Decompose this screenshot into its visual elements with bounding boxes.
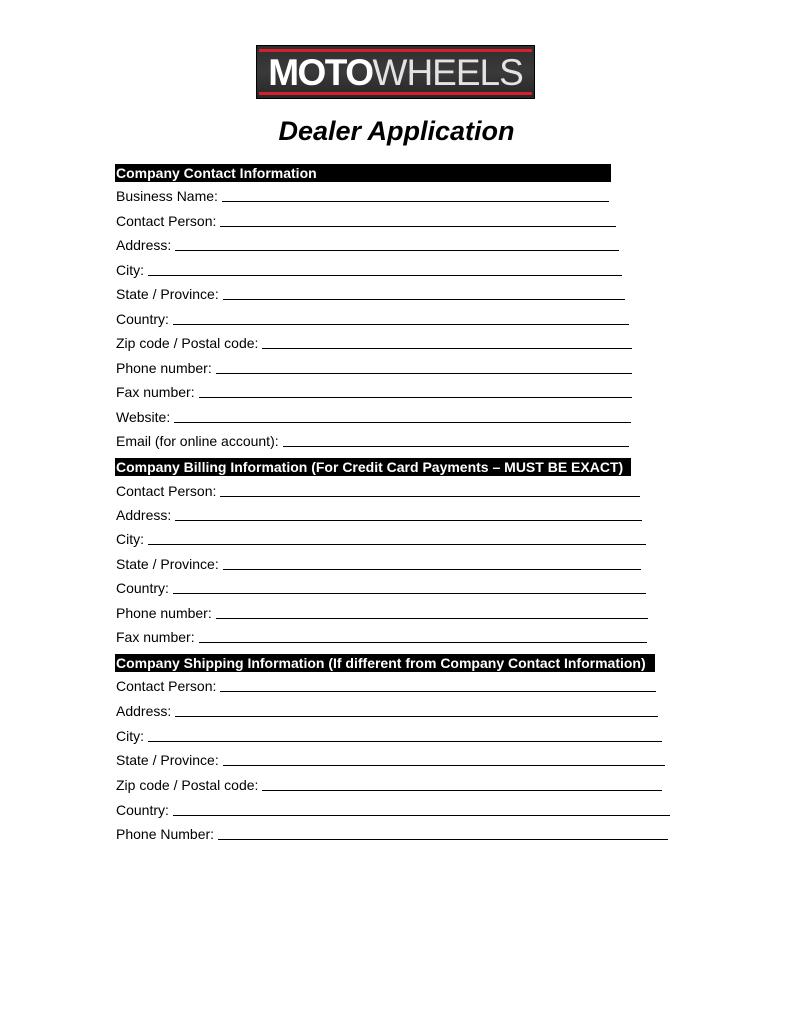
blank-line[interactable]	[218, 825, 668, 840]
field-label: Zip code / Postal code:	[116, 777, 259, 793]
field-state-province	[116, 285, 625, 303]
field-label: Fax number:	[116, 629, 195, 645]
section-header-contact: Company Contact Information	[115, 164, 611, 182]
field-label: State / Province:	[116, 556, 219, 572]
field-billing-contact-person	[116, 482, 640, 500]
section-header-shipping: Company Shipping Information (If different from Company Contact Information)	[115, 654, 655, 672]
blank-line[interactable]	[223, 285, 625, 300]
blank-line[interactable]	[148, 727, 662, 742]
field-label: City:	[116, 262, 144, 278]
field-billing-fax	[116, 628, 647, 646]
field-label: City:	[116, 728, 144, 744]
page-title: Dealer Application	[278, 116, 515, 146]
blank-line[interactable]	[148, 261, 622, 276]
blank-line[interactable]	[222, 187, 609, 202]
field-label: State / Province:	[116, 286, 219, 302]
motowheels-logo	[256, 45, 535, 99]
field-fax	[116, 383, 632, 401]
field-label: Address:	[116, 507, 172, 523]
field-label: City:	[116, 531, 144, 547]
field-label: Zip code / Postal code:	[116, 335, 259, 351]
field-phone	[116, 359, 632, 377]
field-shipping-state-province	[116, 751, 665, 769]
blank-line[interactable]	[173, 310, 629, 325]
blank-line[interactable]	[223, 751, 665, 766]
section-header-billing: Company Billing Information (For Credit Card Payments – MUST BE EXACT)	[115, 458, 631, 476]
field-label: Country:	[116, 580, 169, 596]
field-contact-person	[116, 212, 616, 230]
field-label: Address:	[116, 703, 172, 719]
field-label: Contact Person:	[116, 483, 217, 499]
field-label: Website:	[116, 409, 171, 425]
field-email	[116, 432, 629, 450]
blank-line[interactable]	[216, 359, 632, 374]
blank-line[interactable]	[175, 702, 658, 717]
field-shipping-address	[116, 702, 658, 720]
logo-text-wheels: WHEELS	[372, 51, 523, 93]
field-shipping-contact-person	[116, 677, 656, 695]
field-label: Phone number:	[116, 360, 212, 376]
blank-line[interactable]	[174, 408, 631, 423]
blank-line[interactable]	[199, 383, 632, 398]
field-billing-address	[116, 506, 642, 524]
field-billing-country	[116, 579, 646, 597]
field-address	[116, 236, 619, 254]
blank-line[interactable]	[223, 555, 641, 570]
field-label: Contact Person:	[116, 678, 217, 694]
field-label: Phone number:	[116, 605, 212, 621]
field-label: Contact Person:	[116, 213, 217, 229]
field-country	[116, 310, 629, 328]
blank-line[interactable]	[199, 628, 647, 643]
blank-line[interactable]	[173, 801, 670, 816]
field-label: Email (for online account):	[116, 433, 279, 449]
field-shipping-zip-postal	[116, 776, 662, 794]
field-label: Business Name:	[116, 188, 218, 204]
blank-line[interactable]	[148, 530, 646, 545]
blank-line[interactable]	[173, 579, 646, 594]
field-city	[116, 261, 622, 279]
blank-line[interactable]	[175, 506, 642, 521]
field-billing-city	[116, 530, 646, 548]
field-label: Address:	[116, 237, 172, 253]
field-label: Country:	[116, 802, 169, 818]
field-label: State / Province:	[116, 752, 219, 768]
field-website	[116, 408, 631, 426]
blank-line[interactable]	[175, 236, 619, 251]
field-shipping-phone	[116, 825, 668, 843]
field-label: Phone Number:	[116, 826, 215, 842]
blank-line[interactable]	[220, 212, 616, 227]
field-shipping-country	[116, 801, 670, 819]
field-business-name	[116, 187, 609, 205]
logo-text-moto: MOTO	[268, 51, 373, 93]
field-shipping-city	[116, 727, 662, 745]
blank-line[interactable]	[220, 677, 656, 692]
field-label: Fax number:	[116, 384, 195, 400]
blank-line[interactable]	[283, 432, 629, 447]
blank-line[interactable]	[262, 776, 662, 791]
field-billing-phone	[116, 604, 648, 622]
logo-bottom-stripe	[259, 92, 532, 95]
field-label: Country:	[116, 311, 169, 327]
blank-line[interactable]	[262, 334, 632, 349]
logo-wordmark	[257, 51, 534, 93]
field-billing-state-province	[116, 555, 641, 573]
blank-line[interactable]	[220, 482, 640, 497]
blank-line[interactable]	[216, 604, 648, 619]
field-zip-postal	[116, 334, 632, 352]
